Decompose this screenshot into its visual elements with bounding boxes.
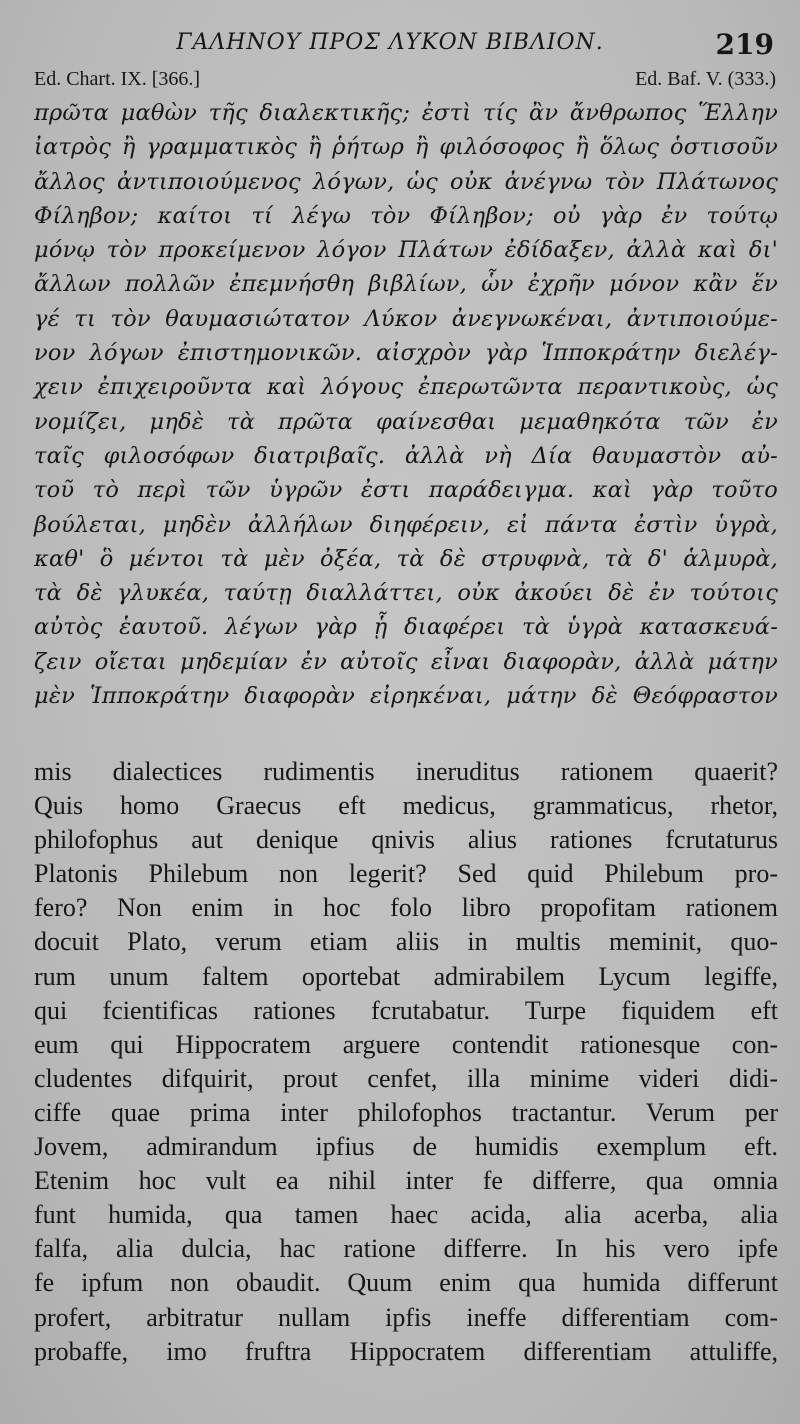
latin-line: fe ipfum non obaudit. Quum enim qua humida differunt (34, 1268, 778, 1298)
greek-line: γέ τι τὸν θαυμασιώτατον Λύκον ἀνεγνωκέναι, ἀντιποιούμε- (34, 305, 778, 332)
greek-line: βούλεται, μηδὲν ἀλλήλων διηφέρειν, εἰ πάντα ἐστὶν ὑγρὰ, (34, 511, 778, 538)
greek-line: νομίζει, μηδὲ τὰ πρῶτα φαίνεσθαι μεμαθηκότα τῶν ἐν (34, 408, 778, 435)
greek-line: ἰατρὸς ἢ γραμματικὸς ἢ ῥήτωρ ἢ φιλόσοφος ἢ ὅλως ὁστισοῦν (34, 134, 778, 161)
greek-line: μὲν Ἱπποκράτην διαφορὰν εἰρηκέναι, μάτην δὲ Θεόφραστον (34, 683, 778, 710)
latin-line: Quis homo Graecus eft medicus, grammaticus, rhetor, (34, 791, 778, 821)
latin-line: probaffe, imo fruftra Hippocratem differentiam attuliffe, (34, 1336, 778, 1366)
latin-line: Platonis Philebum non legerit? Sed quid Philebum pro- (34, 859, 778, 889)
greek-line: ζειν οἴεται μηδεμίαν ἐν αὐτοῖς εἶναι διαφορὰν, ἀλλὰ μάτην (34, 648, 778, 675)
greek-line: ταῖς φιλοσόφων διατριβαῖς. ἀλλὰ νὴ Δία θαυμαστὸν αὐ- (34, 442, 778, 469)
latin-line: eum qui Hippocratem arguere contendit rationesque con- (34, 1029, 778, 1059)
latin-line: philofophus aut denique qnivis alius rationes fcrutaturus (34, 825, 778, 855)
greek-line: μόνῳ τὸν προκείμενον λόγον Πλάτων ἐδίδαξεν, ἀλλὰ καὶ δι' (34, 237, 778, 264)
edition-reference-basel: Ed. Baf. V. (333.) (635, 68, 776, 90)
page-number: 219 (715, 28, 774, 61)
greek-line: ἄλλων πολλῶν ἐπεμνήσθη βιβλίων, ὧν ἐχρῆν μόνον κἂν ἕν (34, 271, 778, 298)
greek-line: ἄλλος ἀντιποιούμενος λόγων, ὡς οὐκ ἀνέγνω τὸν Πλάτωνος (34, 168, 778, 195)
greek-text-block (34, 96, 778, 713)
greek-line: καθ' ὃ μέντοι τὰ μὲν ὀξέα, τὰ δὲ στρυφνὰ, τὰ δ' ἁλμυρὰ, (34, 545, 778, 572)
latin-line: ciffe quae prima inter philofophos tractantur. Verum per (34, 1097, 778, 1127)
latin-line: docuit Plato, verum etiam aliis in multis meminit, quo- (34, 927, 778, 957)
latin-line: cludentes difquirit, prout cenfet, illa minime videri didi- (34, 1063, 778, 1093)
greek-line: νον λόγων ἐπιστημονικῶν. αἰσχρὸν γὰρ Ἱπποκράτην διελέγ- (34, 340, 778, 367)
edition-line (34, 68, 776, 94)
running-title: ΓΑΛΗΝΟΥ ΠΡΟΣ ΛΥΚΟΝ ΒΙΒΛΙΟΝ. (176, 30, 604, 55)
latin-line: falfa, alia dulcia, hac ratione differre. In his vero ipfe (34, 1234, 778, 1264)
latin-text-block (34, 755, 778, 1369)
greek-line: αὐτὸς ἑαυτοῦ. λέγων γὰρ ᾗ διαφέρει τὰ ὑγρὰ κατασκευά- (34, 614, 778, 641)
greek-line: χειν ἐπιχειροῦντα καὶ λόγους ἐπερωτῶντα περαντικοὺς, ὡς (34, 374, 778, 401)
greek-line: πρῶτα μαθὼν τῆς διαλεκτικῆς; ἐστὶ τίς ἂν ἄνθρωπος Ἕλλην (34, 100, 778, 126)
edition-reference-chartier: Ed. Chart. IX. [366.] (34, 68, 201, 90)
greek-line: τοῦ τὸ περὶ τῶν ὑγρῶν ἐστι παράδειγμα. καὶ γὰρ τοῦτο (34, 477, 778, 504)
latin-line: Jovem, admirandum ipfius de humidis exemplum eft. (34, 1132, 778, 1162)
latin-line: mis dialectices rudimentis ineruditus rationem quaerit? (34, 757, 778, 786)
latin-line: fero? Non enim in hoc folo libro propofitam rationem (34, 893, 778, 923)
latin-line: profert, arbitratur nullam ipfis ineffe differentiam com- (34, 1302, 778, 1332)
latin-line: Etenim hoc vult ea nihil inter fe differre, qua omnia (34, 1166, 778, 1196)
latin-line: qui fcientificas rationes fcrutabatur. Turpe fiquidem eft (34, 995, 778, 1025)
latin-line: funt humida, qua tamen haec acida, alia acerba, alia (34, 1200, 778, 1230)
greek-line: τὰ δὲ γλυκέα, ταύτῃ διαλλάττει, οὐκ ἀκούει δὲ ἐν τούτοις (34, 580, 778, 607)
greek-line: Φίληβον; καίτοι τί λέγω τὸν Φίληβον; οὐ γὰρ ἐν τούτῳ (34, 202, 778, 229)
latin-line: rum unum faltem oportebat admirabilem Lycum legiffe, (34, 961, 778, 991)
